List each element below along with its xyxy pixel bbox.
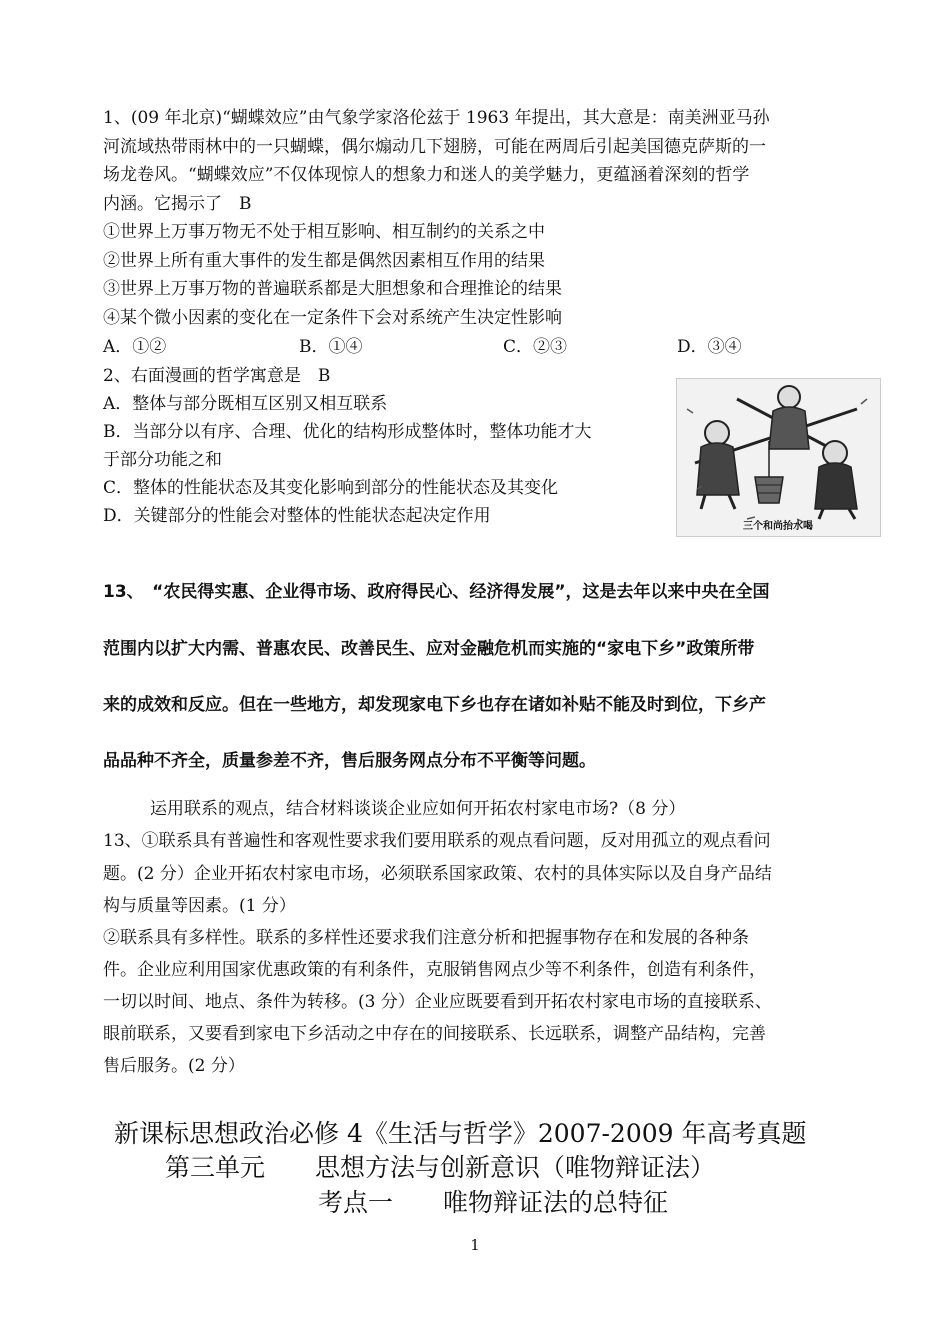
q13-question: 运用联系的观点，结合材料谈谈企业应如何开拓农村家电市场?（8 分） — [150, 799, 686, 819]
q13-answer-line-8: 售后服务。(2 分） — [103, 1056, 245, 1076]
page-number: 1 — [470, 1236, 480, 1254]
q1-option-c: C．②③ — [503, 337, 568, 357]
q2-option-a: A．整体与部分既相互区别又相互联系 — [103, 394, 388, 414]
q2-option-c: C．整体的性能状态及其变化影响到部分的性能状态及其变化 — [103, 478, 559, 498]
q13-answer-line-7: 眼前联系，又要看到家电下乡活动之中存在的间接联系、长远联系，调整产品结构，完善 — [103, 1024, 766, 1044]
q1-option-b: B．①④ — [299, 337, 363, 357]
section-main-title: 新课标思想政治必修 4《生活与哲学》2007-2009 年高考真题 — [114, 1119, 807, 1148]
q1-statement-4: ④某个微小因素的变化在一定条件下会对系统产生决定性影响 — [103, 308, 562, 328]
exam-point-title: 考点一 唯物辩证法的总特征 — [318, 1188, 669, 1217]
q1-statement-3: ③世界上万事万物的普遍联系都是大胆想象和合理推论的结果 — [103, 279, 562, 299]
q13-answer-line-1: 13、①联系具有普遍性和客观性要求我们要用联系的观点看问题，反对用孤立的观点看问 — [103, 831, 771, 851]
q2-option-b-cont: 于部分功能之和 — [103, 450, 222, 470]
q13-material-line-3: 来的成效和反应。但在一些地方，却发现家电下乡也存在诸如补贴不能及时到位，下乡产 — [103, 695, 766, 715]
q13-answer-line-4: ②联系具有多样性。联系的多样性还要求我们注意分析和把握事物存在和发展的各种条 — [103, 928, 749, 948]
q13-answer-line-5: 件。企业应利用国家优惠政策的有利条件，克服销售网点少等不利条件，创造有利条件， — [103, 960, 766, 980]
cartoon-caption: 三个和尚抬水喝 — [743, 521, 813, 532]
q2-option-b: B．当部分以有序、合理、优化的结构形成整体时，整体功能才大 — [103, 422, 592, 442]
q13-material-line-4: 品品种不齐全，质量参差不齐，售后服务网点分布不平衡等问题。 — [103, 751, 596, 771]
q1-line-4: 内涵。它揭示了 B — [103, 194, 252, 214]
q1-options — [103, 333, 851, 362]
monks-cartoon-image — [676, 378, 881, 537]
q2-line-1: 2、右面漫画的哲学寓意是 B — [103, 366, 331, 386]
q13-answer-line-2: 题。(2 分）企业开拓农村家电市场，必须联系国家政策、农村的具体实际以及自身产品结 — [103, 864, 772, 884]
q1-line-1: 1、(09 年北京)“蝴蝶效应”由气象学家洛伦兹于 1963 年提出，其大意是：南美洲亚马孙 — [103, 108, 770, 128]
q1-line-3: 场龙卷风。“蝴蝶效应”不仅体现惊人的想象力和迷人的美学魅力，更蕴涵着深刻的哲学 — [103, 165, 750, 185]
q2-option-d: D．关键部分的性能会对整体的性能状态起决定作用 — [103, 506, 491, 526]
q13-material-line-2: 范围内以扩大内需、普惠农民、改善民生、应对金融危机而实施的“家电下乡”政策所带 — [103, 639, 755, 659]
q13-answer-line-6: 一切以时间、地点、条件为转移。(3 分）企业应既要看到开拓农村家电市场的直接联系、 — [103, 992, 772, 1012]
q1-statement-1: ①世界上万事万物无不处于相互影响、相互制约的关系之中 — [103, 222, 545, 242]
q1-option-a: A．①② — [103, 337, 167, 357]
q13-answer-line-3: 构与质量等因素。(1 分） — [103, 896, 296, 916]
q1-statement-2: ②世界上所有重大事件的发生都是偶然因素相互作用的结果 — [103, 251, 545, 271]
unit-title: 第三单元 思想方法与创新意识（唯物辩证法） — [165, 1153, 716, 1182]
q1-line-2: 河流域热带雨林中的一只蝴蝶，偶尔煽动几下翅膀，可能在两周后引起美国德克萨斯的一 — [103, 137, 766, 157]
q1-option-d: D．③④ — [677, 337, 742, 357]
q13-material-line-1: 13、 “农民得实惠、企业得市场、政府得民心、经济得发展”，这是去年以来中央在全国 — [103, 582, 770, 602]
